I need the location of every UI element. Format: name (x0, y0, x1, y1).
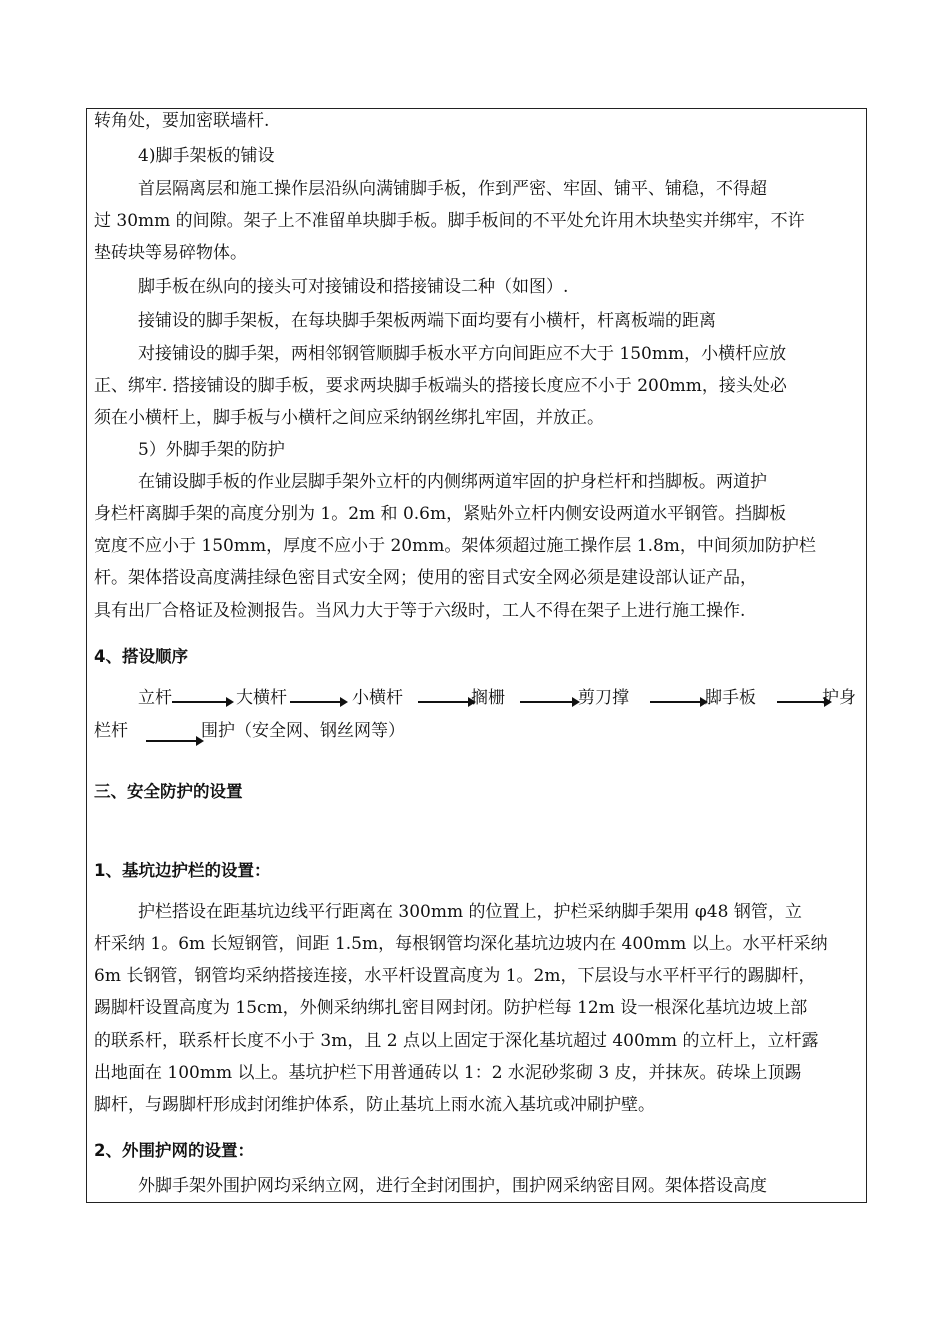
text-line: 具有出厂合格证及检测报告。当风力大于等于六级时，工人不得在架子上进行施工操作. (94, 601, 746, 621)
text-line: 出地面在 100mm 以上。基坑护栏下用普通砖以 1：2 水泥砂浆砌 3 皮，并抹灰。砖垛上顶踢 (94, 1063, 802, 1083)
flow-step-enclosure: 围护（安全网、钢丝网等） (201, 721, 405, 741)
flow-step-bracing: 剪刀撑 (578, 688, 629, 708)
text-line: 护栏搭设在距基坑边线平行距离在 300mm 的位置上，护栏采纳脚手架用 φ48 钢管，立 (138, 902, 802, 922)
text-line: 在铺设脚手板的作业层脚手架外立杆的内侧绑两道牢固的护身栏杆和挡脚板。两道护 (138, 472, 767, 492)
flow-arrow (418, 697, 476, 707)
flow-arrow (520, 697, 580, 707)
text-line: 脚手板在纵向的接头可对接铺设和搭接铺设二种（如图）. (138, 277, 569, 297)
section-heading-pit-railing: 1、基坑边护栏的设置： (94, 861, 271, 880)
text-line: 对接铺设的脚手架，两相邻钢管顺脚手板水平方向间距应不大于 150mm，小横杆应放 (138, 344, 787, 364)
flow-step-guardrail-part2: 栏杆 (94, 721, 128, 741)
section-heading-sequence: 4、搭设顺序 (94, 647, 188, 666)
section-heading-enclosure-net: 2、外围护网的设置： (94, 1141, 254, 1160)
text-line: 6m 长钢管，钢管均采纳搭接连接，水平杆设置高度为 1。2m，下层设与水平杆平行的踢脚杆， (94, 966, 816, 986)
text-line: 接铺设的脚手架板，在每块脚手架板两端下面均要有小横杆，杆离板端的距离 (138, 311, 716, 331)
flow-step-joist: 搁栅 (471, 688, 505, 708)
flow-arrow (146, 736, 204, 746)
text-line: 外脚手架外围护网均采纳立网，进行全封闭围护，围护网采纳密目网。架体搭设高度 (138, 1176, 767, 1196)
flow-arrow (290, 697, 348, 707)
text-line: 过 30mm 的间隙。架子上不准留单块脚手板。脚手板间的不平处允许用木块垫实并绑牢，不许 (94, 211, 805, 231)
text-line: 杆采纳 1。6m 长短钢管，间距 1.5m，每根钢管均深化基坑边坡内在 400mm 以上。水平杆采纳 (94, 934, 828, 954)
text-line: 宽度不应小于 150mm，厚度不应小于 20mm。架体须超过施工操作层 1.8m，中间须加防护栏 (94, 536, 816, 556)
text-line: 的联系杆，联系杆长度不小于 3m，且 2 点以上固定于深化基坑超过 400mm 的立杆上，立杆露 (94, 1031, 819, 1051)
text-line: 正、绑牢. 搭接铺设的脚手板，要求两块脚手板端头的搭接长度应不小于 200mm，接头处必 (94, 376, 787, 396)
text-line: 垫砖块等易碎物体。 (94, 243, 247, 263)
flow-step-ledger: 大横杆 (236, 688, 287, 708)
text-line: 转角处，要加密联墙杆. (94, 111, 270, 131)
text-line: 杆。架体搭设高度满挂绿色密目式安全网；使用的密目式安全网必须是建设部认证产品， (94, 568, 757, 588)
section-heading-safety: 三、安全防护的设置 (94, 782, 243, 801)
text-line: 首层隔离层和施工操作层沿纵向满铺脚手板，作到严密、牢固、铺平、铺稳，不得超 (138, 179, 767, 199)
flow-step-scaffold-board: 脚手板 (705, 688, 756, 708)
flow-step-transom: 小横杆 (352, 688, 403, 708)
text-line: 踢脚杆设置高度为 15cm，外侧采纳绑扎密目网封闭。防护栏每 12m 设一根深化基坑边坡上部 (94, 998, 808, 1018)
text-line: 身栏杆离脚手架的高度分别为 1。2m 和 0.6m，紧贴外立杆内侧安设两道水平钢管。挡脚板 (94, 504, 787, 524)
text-line: 须在小横杆上，脚手板与小横杆之间应采纳钢丝绑扎牢固，并放正。 (94, 408, 604, 428)
flow-arrow (172, 697, 234, 707)
subsection-heading: 5）外脚手架的防护 (138, 440, 285, 460)
flow-step-vertical-pole: 立杆 (138, 688, 172, 708)
flow-step-guardrail-part1: 护身 (822, 688, 856, 708)
text-line: 脚杆，与踢脚杆形成封闭维护体系，防止基坑上雨水流入基坑或冲刷护壁。 (94, 1095, 655, 1115)
subsection-heading: 4)脚手架板的铺设 (138, 146, 275, 166)
flow-arrow (650, 697, 708, 707)
